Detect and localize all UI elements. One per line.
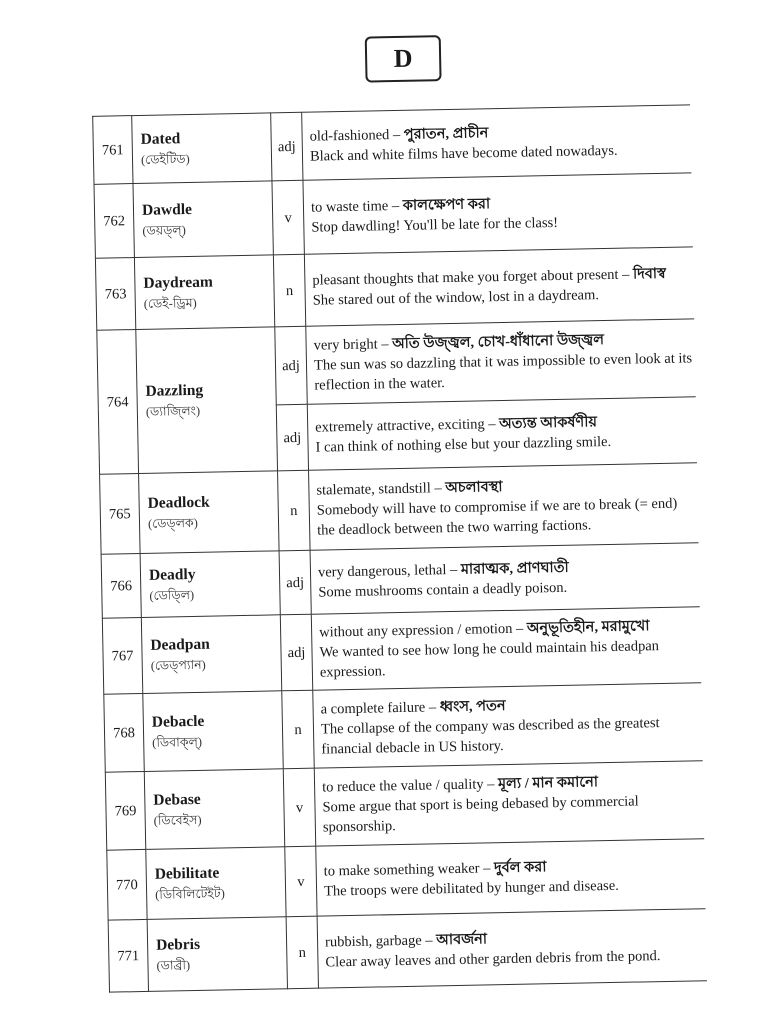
bengali-meaning: অত্যন্ত আকর্ষণীয় — [499, 413, 598, 432]
bengali-meaning: দুর্বল করা — [493, 858, 547, 876]
part-of-speech: adj — [271, 112, 303, 181]
part-of-speech: v — [285, 846, 317, 917]
bengali-meaning: অতি উজ্জ্বল, চোখ-ধাঁধানো উজ্জ্বল — [391, 331, 605, 352]
part-of-speech: n — [282, 690, 314, 769]
entry-row — [93, 105, 692, 184]
english-meaning: to make something weaker – — [323, 859, 491, 880]
headword-cell — [134, 255, 274, 330]
bengali-meaning: অচলাবস্থা — [445, 478, 503, 496]
pronunciation: (ডিবিলিটেইট) — [155, 885, 225, 902]
definition-cell — [311, 607, 701, 690]
english-meaning: rubbish, garbage – — [324, 931, 433, 951]
part-of-speech: n — [273, 254, 305, 327]
english-meaning: to reduce the value / quality – — [321, 775, 495, 796]
entry-number: 765 — [100, 474, 141, 555]
entry-number: 768 — [104, 693, 144, 772]
headword-cell — [143, 691, 283, 772]
headword: Debase — [153, 790, 201, 809]
part-of-speech: adj — [279, 550, 311, 615]
definition-cell — [306, 319, 696, 404]
english-meaning: stalemate, standstill – — [316, 479, 442, 499]
example-sentence: Somebody will have to compromise if we are to break (= end) the deadlock between the two warring factions. — [316, 495, 678, 539]
headword-cell — [140, 551, 280, 618]
example-sentence: Some mushrooms contain a deadly poison. — [318, 579, 568, 601]
definition-cell — [302, 105, 692, 180]
headword: Debilitate — [154, 864, 220, 883]
entry-number: 770 — [107, 849, 147, 920]
headword: Dazzling — [145, 381, 204, 400]
entry-number: 769 — [105, 771, 145, 850]
headword-cell — [139, 471, 280, 554]
example-sentence: Some argue that sport is being debased by commercial sponsorship. — [322, 792, 639, 836]
example-sentence: The troops were debilitated by hunger and disease. — [323, 877, 619, 900]
entry-row — [101, 543, 700, 618]
entry-row — [100, 463, 699, 554]
bengali-meaning: অনুভূতিহীন, মরামুখো — [526, 617, 650, 637]
definition-cell — [309, 463, 699, 550]
definition-cell — [313, 683, 703, 768]
pronunciation: (ডেই-ড্রিম) — [143, 295, 197, 311]
english-meaning: very bright – — [313, 335, 389, 354]
definition-cell — [314, 761, 704, 846]
headword-cell — [141, 615, 281, 694]
section-letter: D — [393, 43, 413, 74]
entry-row — [97, 319, 696, 408]
headword: Debacle — [151, 712, 205, 731]
entry-row — [102, 607, 701, 694]
dictionary-table — [92, 104, 707, 992]
headword: Debris — [155, 935, 201, 954]
pronunciation: (ডিবাক্ল্) — [152, 734, 203, 750]
entry-row — [108, 909, 707, 992]
definition-cell — [316, 839, 706, 916]
headword-cell — [136, 327, 278, 474]
headword: Deadly — [148, 565, 196, 584]
entry-row — [104, 683, 703, 772]
example-sentence: The sun was so dazzling that it was impossible to even look at its reflection in the water. — [313, 349, 693, 394]
headword: Dawdle — [141, 200, 193, 219]
example-sentence: Stop dawdling! You'll be late for the class! — [311, 214, 559, 236]
bengali-meaning: কালক্ষেপণ করা — [402, 195, 491, 214]
headword-cell — [146, 847, 286, 920]
bengali-meaning: পুরাতন, প্রাচীন — [403, 124, 489, 143]
headword: Dated — [140, 129, 181, 148]
pronunciation: (ডেড্প্যান) — [150, 657, 206, 673]
example-sentence: Black and white films have become dated nowadays. — [309, 142, 618, 165]
bengali-meaning: দিবাস্ব — [632, 265, 667, 282]
definition-cell — [307, 397, 697, 470]
example-sentence: She stared out of the window, lost in a daydream. — [312, 286, 600, 309]
headword-cell — [133, 181, 273, 258]
english-meaning: pleasant thoughts that make you forget about present – — [312, 266, 630, 289]
entry-number: 766 — [101, 553, 141, 618]
headword-cell — [147, 917, 287, 992]
english-meaning: to waste time – — [310, 197, 400, 216]
pronunciation: (ডেইটিড) — [140, 151, 190, 167]
part-of-speech: n — [278, 470, 311, 551]
entry-number: 762 — [94, 184, 134, 259]
pronunciation: (ড্যাজ্লিং) — [145, 403, 201, 419]
pronunciation: (ডয়ড্ল্) — [142, 222, 186, 238]
entry-row — [94, 173, 693, 258]
headword: Daydream — [143, 273, 214, 292]
part-of-speech: v — [283, 768, 315, 847]
example-sentence: We wanted to see how long he could maintain his deadpan expression. — [319, 637, 660, 681]
entry-number: 767 — [102, 617, 142, 694]
entry-number: 763 — [95, 258, 135, 331]
english-meaning: very dangerous, lethal – — [317, 561, 458, 581]
pronunciation: (ডেড্লক) — [147, 515, 199, 531]
english-meaning: extremely attractive, exciting – — [315, 415, 496, 436]
english-meaning: old-fashioned – — [309, 126, 401, 145]
example-sentence: The collapse of the company was described as the greatest financial debacle in US history. — [320, 714, 660, 758]
headword: Deadpan — [150, 635, 210, 654]
part-of-speech: adj — [280, 614, 312, 691]
bengali-meaning: মারাত্মক, প্রাণঘাতী — [460, 559, 569, 578]
bengali-meaning: মূল্য / মান কমানো — [497, 773, 599, 792]
part-of-speech: v — [272, 180, 304, 255]
english-meaning: without any expression / emotion – — [318, 620, 524, 641]
example-sentence: Clear away leaves and other garden debris from the pond. — [325, 947, 661, 971]
entry-row — [105, 761, 704, 850]
part-of-speech: adj — [276, 404, 308, 471]
definition-cell — [303, 173, 693, 254]
part-of-speech: n — [286, 916, 318, 989]
bengali-meaning: আবর্জনা — [436, 930, 488, 948]
entry-row — [95, 247, 694, 330]
pronunciation: (ডাব্রী) — [156, 957, 191, 973]
headword-cell — [132, 113, 272, 184]
section-letter-box — [365, 35, 442, 82]
definition-cell — [317, 909, 707, 988]
definition-cell — [304, 247, 694, 326]
pronunciation: (ডিবেইস) — [153, 812, 202, 828]
headword: Deadlock — [147, 493, 210, 512]
entry-number: 764 — [97, 330, 139, 475]
entry-number: 761 — [93, 116, 133, 185]
pronunciation: (ডেড্লি) — [149, 587, 195, 603]
entry-number: 771 — [108, 919, 148, 992]
example-sentence: I can think of nothing else but your dazzling smile. — [315, 433, 612, 456]
definition-cell — [310, 543, 700, 614]
part-of-speech: adj — [275, 326, 307, 405]
headword-cell — [144, 769, 284, 850]
bengali-meaning: ধ্বংস, পতন — [439, 697, 506, 715]
entry-row — [107, 839, 706, 920]
english-meaning: a complete failure – — [320, 698, 437, 718]
